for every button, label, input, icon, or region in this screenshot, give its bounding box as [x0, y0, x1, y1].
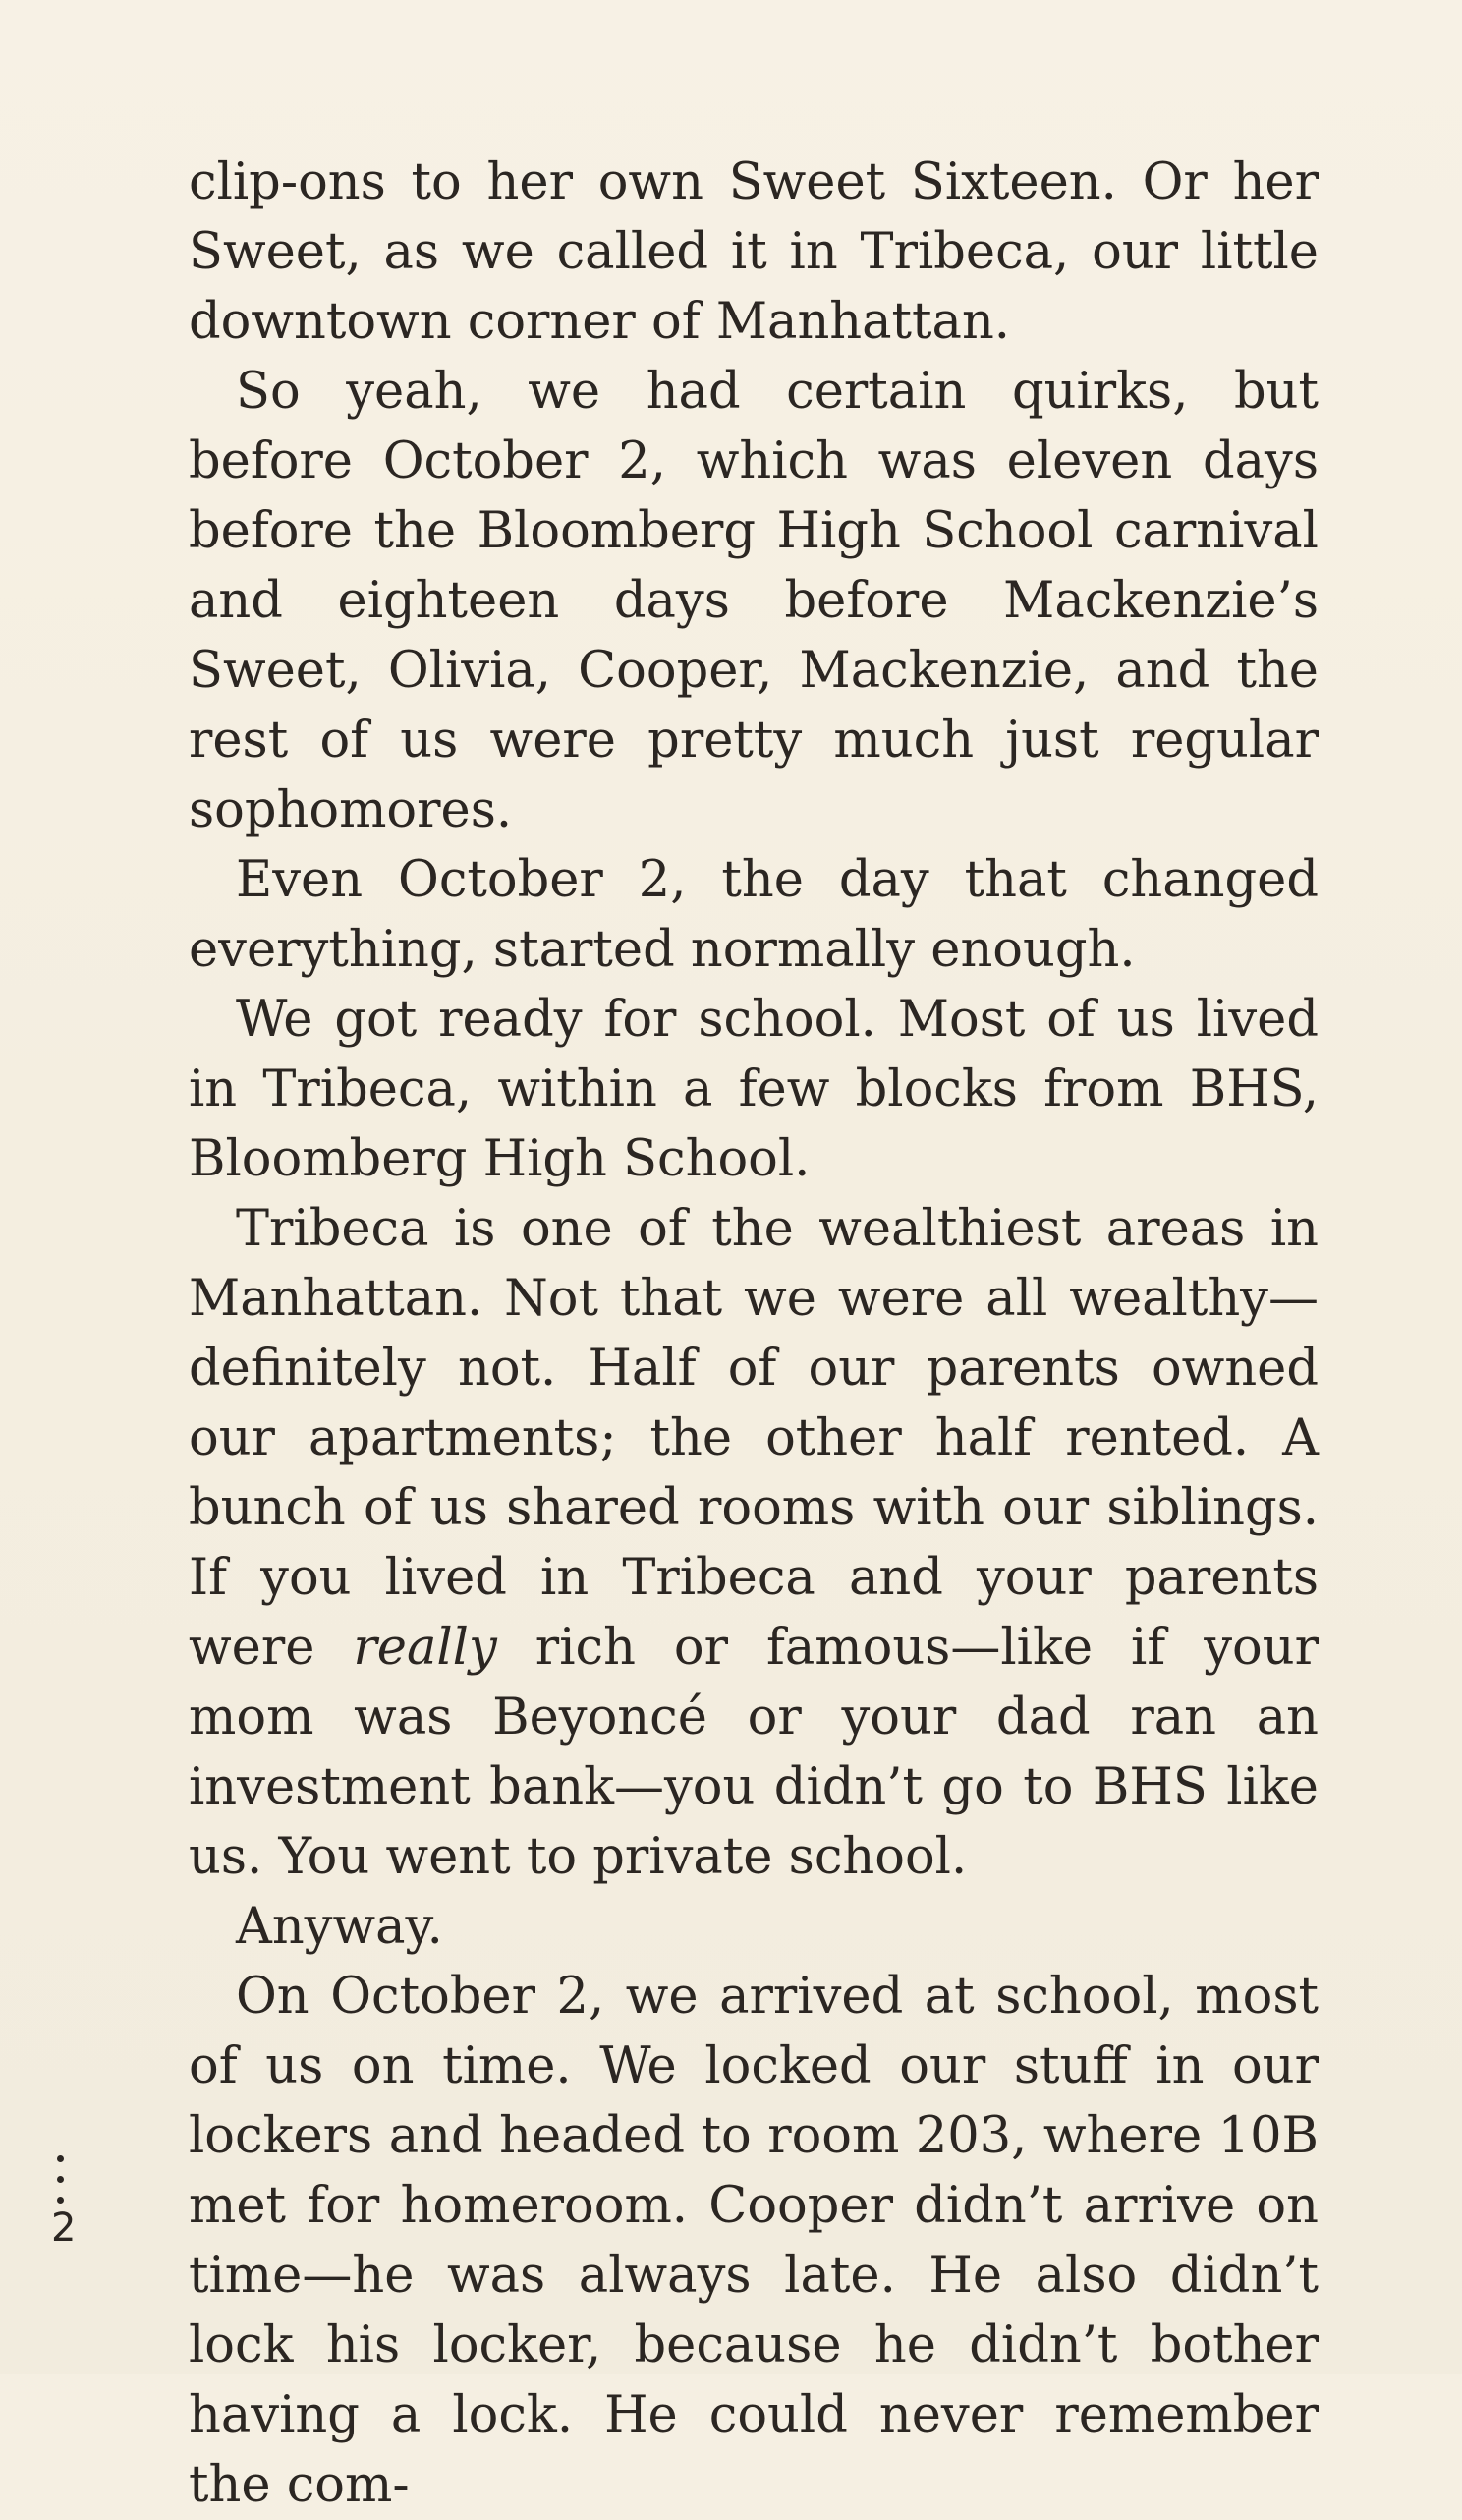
ornament-dot — [57, 2176, 64, 2183]
ornament-dot — [57, 2197, 64, 2204]
paragraph — [189, 1194, 1319, 1892]
paragraph: Even October 2, the day that changed everything, started normally enough. — [189, 851, 1319, 979]
paragraph: On October 2, we arrived at school, most of us on time. We locked our stuff in our lockers and headed to room 203, where 10B met for homeroom. Cooper didn’t arrive on time—he was always late. He also didn’t lock his locker, because he didn’t bother having a lock. He could never remember the com- — [189, 1968, 1319, 2514]
paragraph-text: Tribeca is one of the wealthiest areas in Manhattan. Not that we were all wealthy—definitely not. Half of our parents owned our apartments; the other half rented. A bunch of us shared rooms with our siblings. If you lived in Tribeca and your parents were — [189, 1200, 1319, 1677]
paragraph: So yeah, we had certain quirks, but before October 2, which was eleven days before the Bloomberg High School carnival and eighteen days before Mackenzie’s Sweet, Olivia, Cooper, Mackenzie, and the rest of us were pretty much just regular sophomores. — [189, 363, 1319, 839]
body-text — [189, 147, 1319, 2520]
paragraph: clip-ons to her own Sweet Sixteen. Or her Sweet, as we called it in Tribeca, our little downtown corner of Manhattan. — [189, 153, 1319, 351]
ornament-dot — [57, 2155, 64, 2162]
paragraph: We got ready for school. Most of us lived in Tribeca, within a few blocks from BHS, Bloomberg High School. — [189, 991, 1319, 1188]
page-number: 2 — [51, 2205, 77, 2251]
paragraph: Anyway. — [236, 1898, 443, 1956]
paragraph-text-continued: rich or famous—like if your mom was Beyoncé or your dad ran an investment bank—you didn’t go to BHS like us. You went to private school. — [189, 1619, 1319, 1886]
emphasis-text: really — [353, 1619, 497, 1677]
